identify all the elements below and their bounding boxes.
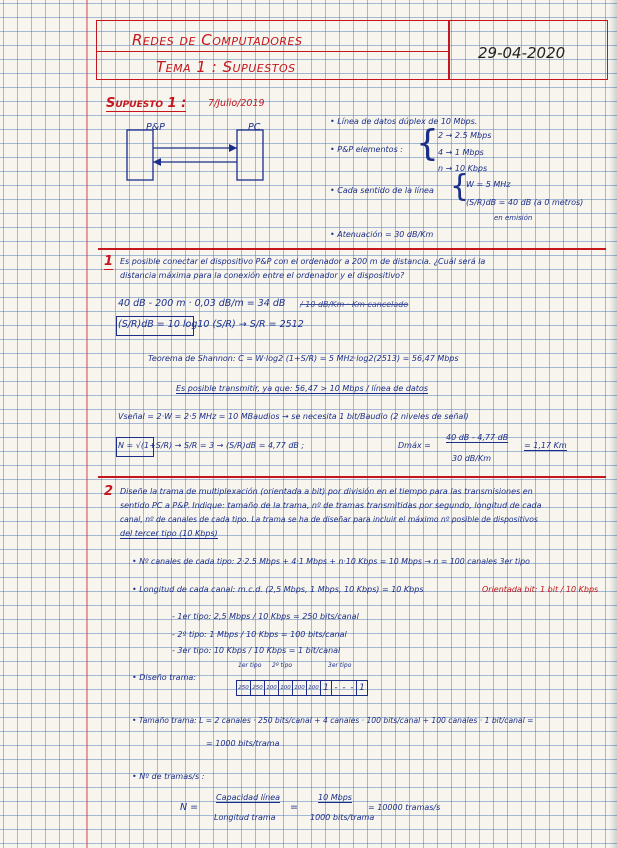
frame-cell: 100 [293, 681, 307, 695]
header-divider [448, 20, 450, 80]
frames-numerator-value: 10 Mbps [318, 793, 352, 802]
diagram-right-label: PC [248, 122, 261, 133]
frame-cell: - [348, 681, 357, 695]
attenuation-calc: 40 dB - 200 m · 0,03 dB/m = 34 dB [118, 298, 286, 309]
channel-length: • Longitud de cada canal: m.c.d. (2,5 Mbps, 1 Mbps, 10 Kbps) = 10 Kbps [132, 585, 424, 594]
frame-cell: - [342, 683, 346, 693]
frames-eq-label: N = [180, 802, 199, 813]
topic-title: Tema 1 : Supuestos [156, 58, 296, 76]
frame-cell: 1 [321, 681, 332, 695]
transmit-conclusion: Es posible transmitir, ya que: 56,47 > 10 Mbps / línea de datos [176, 384, 428, 393]
frame-cell: 250 [237, 681, 251, 695]
question-1-number: 1 [104, 254, 114, 269]
snr-conversion: (S/R)dB = 10 log10 (S/R) → S/R = 2512 [118, 319, 304, 330]
question-2-line-1: Diseñe la trama de multiplexación (orientada a bit) por división en el tiempo para las transmisiones en [120, 487, 533, 496]
connection-diagram [105, 112, 305, 192]
question-1-line-2: distancia máxima para la conexión entre el ordenador y el dispositivo? [120, 271, 405, 280]
frame-cell: 250 [251, 681, 265, 695]
attenuation-calc-struck: / 10 dB/Km · Km cancelado [300, 300, 409, 309]
frame-header-type-3: 3er tipo [328, 662, 352, 669]
shannon-theorem: Teorema de Shannon: C = W·log2 (1+S/R) = 5 MHz·log2(2513) = 56,47 Mbps [148, 354, 459, 363]
snr-note: en emisión [494, 214, 533, 222]
frames-equals: = [290, 802, 298, 813]
nyquist-rate: Vseñal = 2·W = 2·5 MHz = 10 MBaudios → se necesita 1 bit/Baudio (2 niveles de señal) [118, 412, 469, 421]
page-date: 29-04-2020 [478, 44, 566, 62]
frames-denominator: Longitud trama [214, 813, 276, 822]
case-date: 7/Julio/2019 [208, 98, 265, 109]
data-elements-label: • P&P elementos : [330, 145, 403, 154]
question-2-line-3: canal, nº de canales de cada tipo. La trama se ha de diseñar para incluir el máximo nº posible de dispositivos [120, 515, 538, 524]
frame-diagram [236, 680, 368, 696]
element-type-3: n → 10 Kbps [438, 164, 488, 173]
frame-design-label: • Diseño trama: [132, 673, 196, 682]
dmax-result: = 1,17 Km [524, 441, 567, 450]
elements-brace: { [416, 123, 439, 164]
subject-title: Redes de Computadores [132, 31, 303, 49]
dmax-label: Dmáx = [398, 441, 431, 450]
frames-denominator-value: 1000 bits/trama [310, 813, 375, 822]
frame-size: • Tamaño trama: L = 2 canales · 250 bits/canal + 4 canales · 100 bits/canal + 100 canales · 1 bit/canal = [132, 716, 534, 725]
frames-numerator: Capacidad línea [216, 793, 281, 802]
frame-cell: 100 [279, 681, 293, 695]
section-separator-1 [98, 248, 606, 250]
frames-per-second-label: • Nº de tramas/s : [132, 772, 205, 781]
data-line: • Línea de datos dúplex de 10 Mbps. [330, 117, 478, 126]
frame-cell: 100 [265, 681, 279, 695]
question-1-line-1: Es posible conectar el dispositivo P&P con el ordenador a 200 m de distancia. ¿Cuál será la [120, 257, 486, 266]
channels-per-type: • Nº canales de cada tipo: 2·2.5 Mbps + 4·1 Mbps + n·10 Kbps = 10 Mbps → n = 100 canales 3er tipo [132, 557, 530, 566]
frame-header-type-2: 2º tipo [272, 662, 293, 669]
page-edge-shadow [609, 0, 617, 848]
channel-label: • Cada sentido de la línea [330, 186, 434, 195]
snr-value: (S/R)dB = 40 dB (a 0 metros) [466, 198, 584, 207]
frame-cell: 1 [359, 683, 365, 693]
section-separator-2 [98, 476, 606, 478]
frame-size-result: = 1000 bits/trama [206, 739, 280, 748]
case-title: Supuesto 1 : [106, 96, 187, 111]
type-1-bits: - 1er tipo: 2,5 Mbps / 10 Kbps = 250 bits/canal [172, 612, 359, 621]
channel-length-note: Orientada bit: 1 bit / 10 Kbps [482, 585, 599, 594]
attenuation-value: • Atenuación = 30 dB/Km [330, 230, 434, 239]
bandwidth-value: W = 5 MHz [466, 180, 511, 189]
question-2-number: 2 [104, 484, 114, 499]
frame-header-type-1: 1er tipo [238, 662, 262, 669]
channel-brace: { [450, 169, 470, 204]
frame-cell: 100 [307, 681, 321, 695]
frames-result: = 10000 tramas/s [368, 803, 441, 812]
dmax-denominator: 30 dB/Km [452, 454, 492, 463]
element-type-1: 2 → 2.5 Mbps [438, 131, 492, 140]
diagram-left-label: P&P [146, 122, 165, 133]
dmax-numerator: 40 dB - 4,77 dB [446, 433, 509, 442]
frame-cell: - [334, 683, 338, 693]
margin-line [86, 0, 87, 848]
type-3-bits: - 3er tipo: 10 Kbps / 10 Kbps = 1 bit/canal [172, 646, 341, 655]
type-2-bits: - 2º tipo: 1 Mbps / 10 Kbps = 100 bits/canal [172, 630, 347, 639]
element-type-2: 4 → 1 Mbps [438, 148, 484, 157]
header-rule [96, 51, 448, 52]
question-2-line-4: del tercer tipo (10 Kbps) [120, 529, 218, 538]
question-2-line-2: sentido PC a P&P. Indique: tamaño de la trama, nº de tramas transmitidas por segundo, longitud de cada [120, 501, 542, 510]
levels-equation: N = √(1+S/R) → S/R = 3 → (S/R)dB = 4,77 dB ; [118, 441, 305, 450]
